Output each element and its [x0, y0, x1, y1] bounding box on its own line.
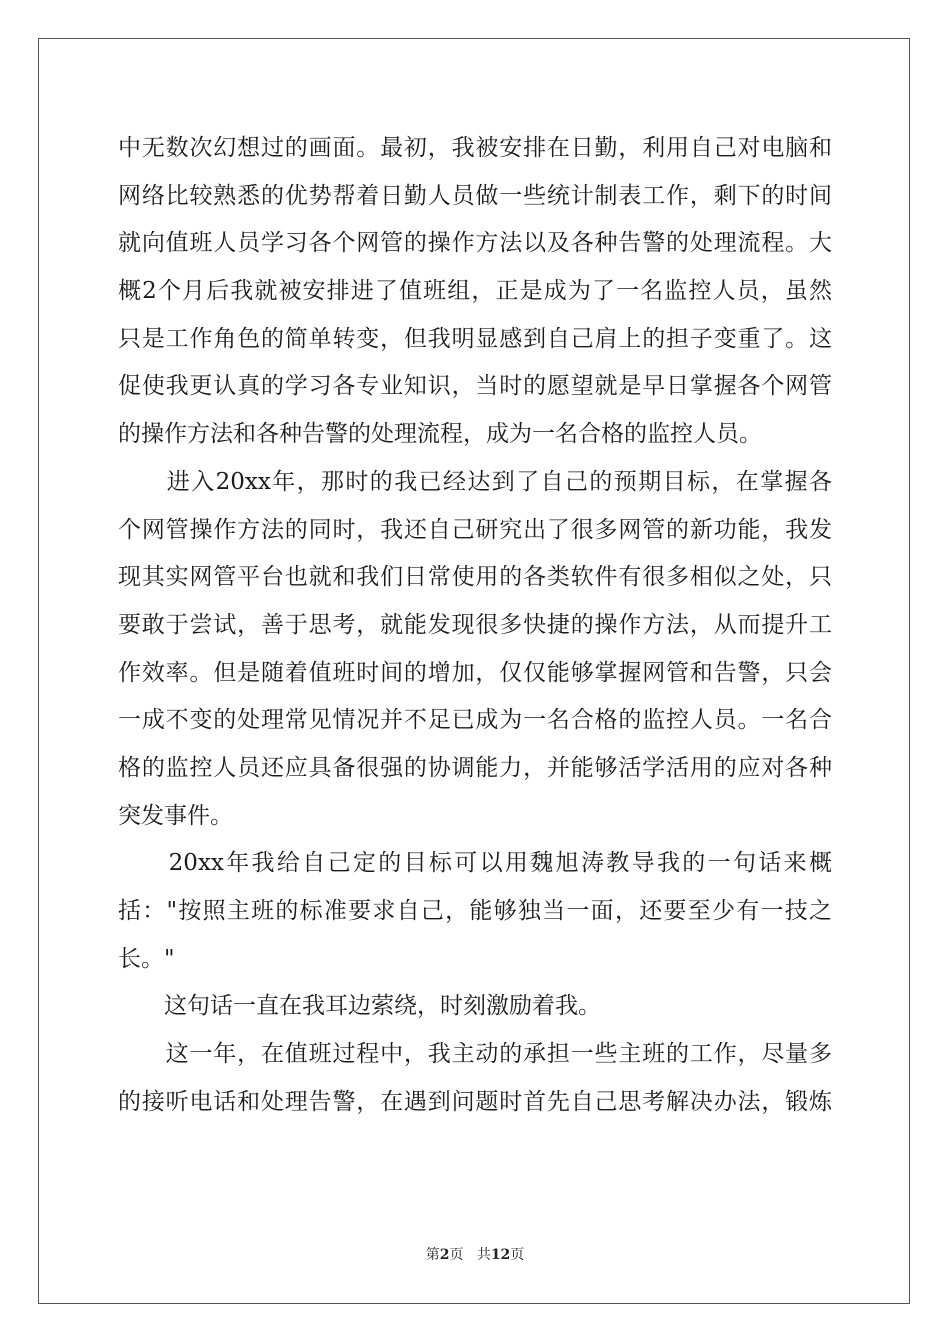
- text-line: 促使我更认真的学习各专业知识，当时的愿望就是早日掌握各个网管: [118, 373, 832, 400]
- text-line: 这句话一直在我耳边萦绕，时刻激励着我。: [118, 993, 601, 1020]
- text-line: 突发事件。: [118, 802, 233, 829]
- text-line: 进入20xx年，那时的我已经达到了自己的预期目标，在掌握各: [118, 468, 832, 495]
- page-suffix: 页: [449, 1247, 464, 1263]
- text-line: 概2个月后我就被安排进了值班组，正是成为了一名监控人员，虽然: [118, 278, 832, 305]
- total-pages: 12: [490, 1247, 511, 1263]
- text-line: 这一年，在值班过程中，我主动的承担一些主班的工作，尽量多: [118, 1041, 832, 1068]
- total-suffix: 页: [510, 1247, 525, 1263]
- text-line: 现其实网管平台也就和我们日常使用的各类软件有很多相似之处，只: [118, 564, 832, 591]
- text-line: 只是工作角色的简单转变，但我明显感到自己肩上的担子变重了。这: [118, 325, 832, 352]
- text-line: 网络比较熟悉的优势帮着日勤人员做一些统计制表工作，剩下的时间: [118, 182, 832, 209]
- text-line: 就向值班人员学习各个网管的操作方法以及各种告警的处理流程。大: [118, 230, 832, 257]
- text-line: 的操作方法和各种告警的处理流程，成为一名合格的监控人员。: [118, 421, 762, 448]
- text-line: 一成不变的处理常见情况并不足已成为一名合格的监控人员。一名合: [118, 707, 832, 734]
- page-footer: [0, 1245, 950, 1265]
- text-line: 的接听电话和处理告警，在遇到问题时首先自己思考解决办法，锻炼: [118, 1088, 832, 1115]
- text-line: 长。": [118, 945, 175, 972]
- document-body: [118, 125, 832, 1126]
- text-line: 格的监控人员还应具备很强的协调能力，并能够活学活用的应对各种: [118, 754, 832, 781]
- page-prefix: 第: [425, 1247, 440, 1263]
- text-line: 个网管操作方法的同时，我还自己研究出了很多网管的新功能，我发: [118, 516, 832, 543]
- text-line: 20xx年我给自己定的目标可以用魏旭涛教导我的一句话来概: [118, 850, 832, 877]
- text-line: 括："按照主班的标准要求自己，能够独当一面，还要至少有一技之: [118, 898, 832, 924]
- total-prefix: 共: [476, 1247, 491, 1263]
- text-line: 要敢于尝试，善于思考，就能发现很多快捷的操作方法，从而提升工: [118, 611, 832, 638]
- page-number: 2: [439, 1247, 450, 1263]
- text-line: 作效率。但是随着值班时间的增加，仅仅能够掌握网管和告警，只会: [118, 659, 832, 686]
- text-line: 中无数次幻想过的画面。最初，我被安排在日勤，利用自己对电脑和: [118, 135, 832, 161]
